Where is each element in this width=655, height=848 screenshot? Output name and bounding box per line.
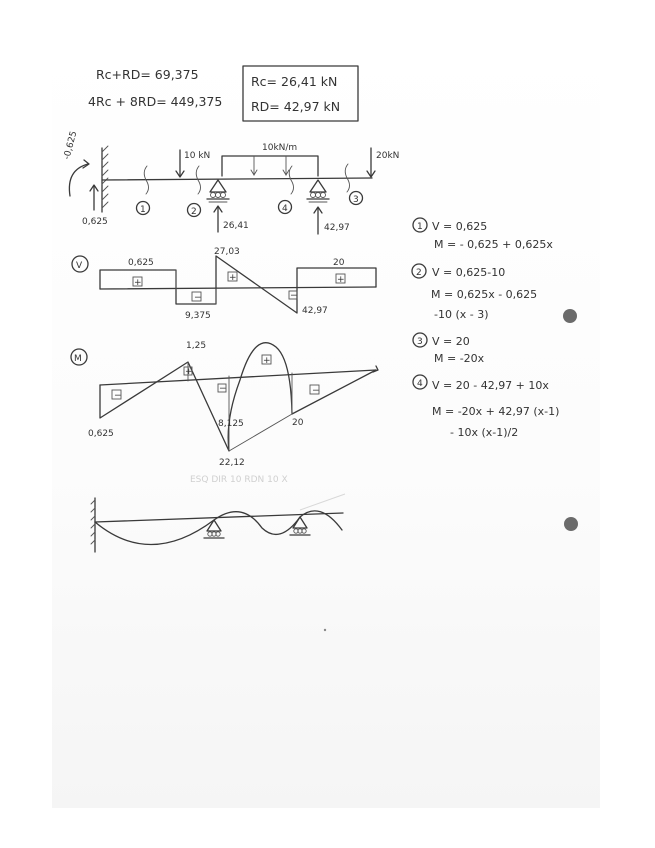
svg-text:−: −	[290, 291, 298, 301]
moment-value-3: 8,125	[218, 419, 244, 429]
equation-4-moment-cont: - 10x (x-1)/2	[450, 426, 519, 439]
moment-value-5: 20	[292, 418, 304, 428]
paper-speck	[324, 629, 326, 631]
punch-hole-upper	[563, 309, 577, 323]
equation-3-number: 3	[417, 337, 423, 347]
equation-1-shear: V = 0,625	[432, 220, 488, 233]
section-equations	[412, 218, 559, 439]
svg-text:+: +	[229, 273, 237, 283]
moment-value-4: 22,12	[219, 458, 245, 468]
equation-3-moment: M = -20x	[434, 352, 485, 365]
equation-2-moment: M = 0,625x - 0,625	[431, 288, 538, 301]
moment-curve	[100, 343, 376, 451]
support-d-reaction-label: 42,97	[324, 223, 350, 233]
distributed-load-label: 10kN/m	[262, 143, 298, 153]
equation-2-moment-cont: -10 (x - 3)	[434, 308, 489, 321]
punch-hole-lower	[564, 517, 578, 531]
equation-4-number: 4	[417, 379, 423, 389]
shear-value-1: 0,625	[128, 258, 154, 268]
moment-diagram	[71, 341, 378, 485]
end-load-label: 20kN	[376, 151, 400, 161]
wall-moment-arrow	[69, 164, 88, 196]
svg-text:−: −	[194, 293, 202, 303]
wall-moment-label: -0,625	[62, 130, 80, 161]
svg-text:−: −	[312, 386, 320, 396]
beam-diagram	[62, 130, 399, 234]
equation-1-number: 1	[417, 222, 423, 232]
svg-text:+: +	[134, 278, 142, 288]
section-3-label: 3	[353, 195, 359, 205]
svg-text:−: −	[114, 391, 122, 401]
section-2-label: 2	[191, 207, 197, 217]
shear-value-4: 42,97	[302, 306, 328, 316]
beam-line	[102, 178, 372, 180]
moment-axis	[100, 370, 376, 385]
bleed-through-text: ESQ DIR 10 RDN 10 X	[190, 475, 288, 485]
section-1-label: 1	[140, 205, 146, 215]
equation-2-shear: V = 0,625-10	[432, 266, 506, 279]
equation-2-number: 2	[416, 268, 422, 278]
equation-4-moment: M = -20x + 42,97 (x-1)	[432, 405, 560, 418]
svg-text:+: +	[185, 367, 193, 377]
shear-diagram-label: V	[76, 261, 83, 271]
distributed-load	[222, 156, 318, 176]
section-4-label: 4	[282, 204, 288, 214]
support-c	[207, 180, 229, 202]
result-rc: Rc= 26,41 kN	[251, 74, 338, 89]
deflection-support-c	[204, 520, 224, 538]
deflection-sketch	[91, 494, 345, 552]
wall-reaction-label: 0,625	[82, 217, 108, 227]
shear-value-2: 9,375	[185, 311, 211, 321]
shear-value-5: 20	[333, 258, 345, 268]
reaction-equation-1: Rc+RD= 69,375	[96, 67, 199, 82]
equation-1-moment: M = - 0,625 + 0,625x	[434, 238, 553, 251]
svg-text:−: −	[219, 384, 227, 394]
point-load-label: 10 kN	[184, 151, 211, 161]
moment-diagram-label: M	[74, 354, 82, 364]
support-c-reaction-label: 26,41	[223, 221, 249, 231]
result-rd: RD= 42,97 kN	[251, 99, 341, 114]
moment-value-2: 1,25	[186, 341, 207, 351]
moment-value-1: 0,625	[88, 429, 114, 439]
equation-4-shear: V = 20 - 42,97 + 10x	[432, 379, 549, 392]
svg-text:+: +	[337, 275, 345, 285]
reaction-equation-2: 4Rc + 8RD= 449,375	[88, 94, 223, 109]
support-d	[307, 180, 329, 202]
shear-value-3: 27,03	[214, 247, 240, 257]
equation-3-shear: V = 20	[432, 335, 470, 348]
shear-diagram	[72, 247, 376, 321]
svg-text:+: +	[263, 356, 271, 366]
